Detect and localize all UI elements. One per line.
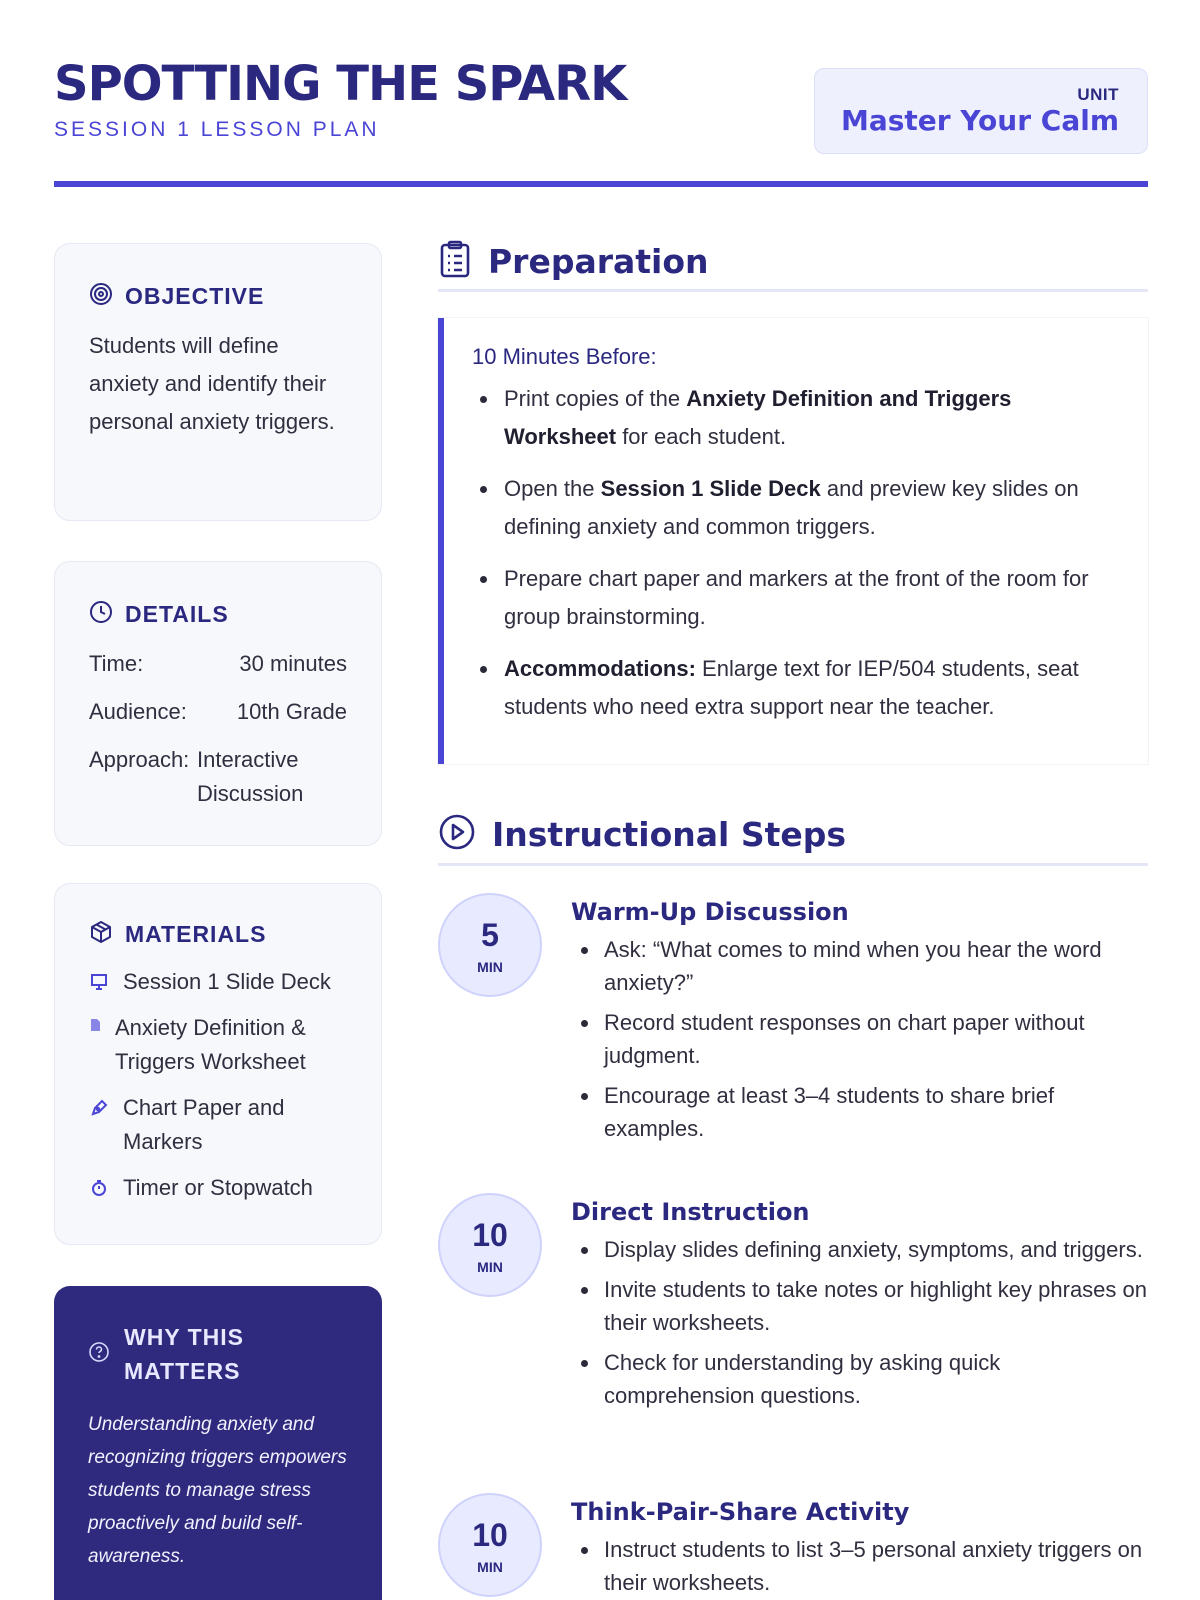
preparation-heading xyxy=(438,242,1148,292)
step-title: Warm-Up Discussion xyxy=(571,898,849,926)
unit-badge xyxy=(814,68,1148,154)
objective-title: OBJECTIVE xyxy=(125,283,265,309)
step-unit: MIN xyxy=(477,1559,503,1575)
page-subtitle: SESSION 1 LESSON PLAN xyxy=(54,118,380,141)
step-unit: MIN xyxy=(477,959,503,975)
preparation-list xyxy=(472,380,1118,726)
details-key: Approach: xyxy=(89,747,190,772)
details-value: 10th Grade xyxy=(236,699,347,724)
details-row-approach xyxy=(89,743,347,811)
preparation-item: Prepare chart paper and markers at the front of the room for group brainstorming. xyxy=(472,560,1118,636)
step-direct-instruction xyxy=(438,1193,1148,1419)
clipboard-icon xyxy=(438,240,472,283)
materials-item-label: Anxiety Definition & Triggers Worksheet xyxy=(115,1015,306,1074)
preparation-item: Print copies of the Anxiety Definition and Triggers Worksheet for each student. xyxy=(472,380,1118,456)
step-title: Think-Pair-Share Activity xyxy=(571,1498,910,1526)
step-bullet: Encourage at least 3–4 students to share brief examples. xyxy=(571,1079,1148,1145)
objective-text: Students will define anxiety and identify their personal anxiety triggers. xyxy=(89,333,335,434)
details-card xyxy=(54,561,382,846)
materials-item-label: Timer or Stopwatch xyxy=(123,1175,313,1200)
stopwatch-icon xyxy=(89,1171,109,1197)
materials-card xyxy=(54,883,382,1245)
step-warm-up xyxy=(438,893,1148,1152)
step-duration-badge xyxy=(438,1193,542,1297)
unit-name: Master Your Calm xyxy=(840,104,1119,137)
page-title: SPOTTING THE SPARK xyxy=(54,56,627,112)
details-key: Time: xyxy=(89,651,144,676)
step-minutes: 10 xyxy=(472,1517,508,1553)
step-unit: MIN xyxy=(477,1259,503,1275)
instructional-steps-title: Instructional Steps xyxy=(492,815,847,854)
step-minutes: 10 xyxy=(472,1217,508,1253)
step-bullet: Ask: “What comes to mind when you hear the word anxiety?” xyxy=(571,933,1148,999)
preparation-item: Open the Session 1 Slide Deck and preview key slides on defining anxiety and common triggers. xyxy=(472,470,1118,546)
details-row-time xyxy=(89,647,347,681)
objective-card xyxy=(54,243,382,521)
preparation-box xyxy=(438,318,1148,764)
marker-icon xyxy=(89,1091,109,1117)
instructional-steps-heading xyxy=(438,814,1148,866)
box-icon xyxy=(89,920,113,949)
materials-item xyxy=(89,965,347,999)
unit-label: UNIT xyxy=(1077,85,1119,104)
preparation-title: Preparation xyxy=(488,242,709,281)
step-think-pair-share xyxy=(438,1493,1148,1600)
step-bullets xyxy=(571,933,1148,1145)
document-icon xyxy=(89,1011,101,1031)
why-title: WHY THIS MATTERS xyxy=(124,1324,245,1384)
step-bullets xyxy=(571,1233,1148,1412)
details-value: 30 minutes xyxy=(239,651,347,676)
materials-title: MATERIALS xyxy=(125,921,267,947)
step-bullet: Display slides defining anxiety, symptoms, and triggers. xyxy=(571,1233,1148,1266)
preparation-subheading: 10 Minutes Before: xyxy=(472,344,657,369)
preparation-item: Accommodations: Enlarge text for IEP/504 students, seat students who need extra support near the teacher. xyxy=(472,650,1118,726)
materials-item-label: Chart Paper and Markers xyxy=(123,1095,285,1154)
step-minutes: 5 xyxy=(481,917,499,953)
lesson-header xyxy=(54,56,1148,186)
question-icon xyxy=(88,1341,110,1368)
presentation-icon xyxy=(89,965,109,991)
materials-item xyxy=(89,1011,347,1079)
details-row-audience xyxy=(89,695,347,729)
step-bullet: Invite students to take notes or highlight key phrases on their worksheets. xyxy=(571,1273,1148,1339)
details-key: Audience: xyxy=(89,699,187,724)
step-duration-badge xyxy=(438,1493,542,1597)
step-title: Direct Instruction xyxy=(571,1198,810,1226)
header-divider xyxy=(54,181,1148,187)
step-duration-badge xyxy=(438,893,542,997)
materials-item xyxy=(89,1171,347,1205)
target-icon xyxy=(89,282,113,311)
step-bullet: Check for understanding by asking quick comprehension questions. xyxy=(571,1346,1148,1412)
clock-icon xyxy=(89,600,113,629)
why-text: Understanding anxiety and recognizing triggers empowers students to manage stress proactively and build self-awareness. xyxy=(88,1414,347,1567)
step-bullet: Instruct students to list 3–5 personal anxiety triggers on their worksheets. xyxy=(571,1533,1148,1599)
materials-item-label: Session 1 Slide Deck xyxy=(123,969,331,994)
why-this-matters-card xyxy=(54,1286,382,1600)
step-bullet: Record student responses on chart paper without judgment. xyxy=(571,1006,1148,1072)
materials-item xyxy=(89,1091,347,1159)
details-title: DETAILS xyxy=(125,601,229,627)
details-value: Interactive Discussion xyxy=(197,747,304,806)
play-circle-icon xyxy=(438,813,476,856)
step-bullets xyxy=(571,1533,1148,1599)
